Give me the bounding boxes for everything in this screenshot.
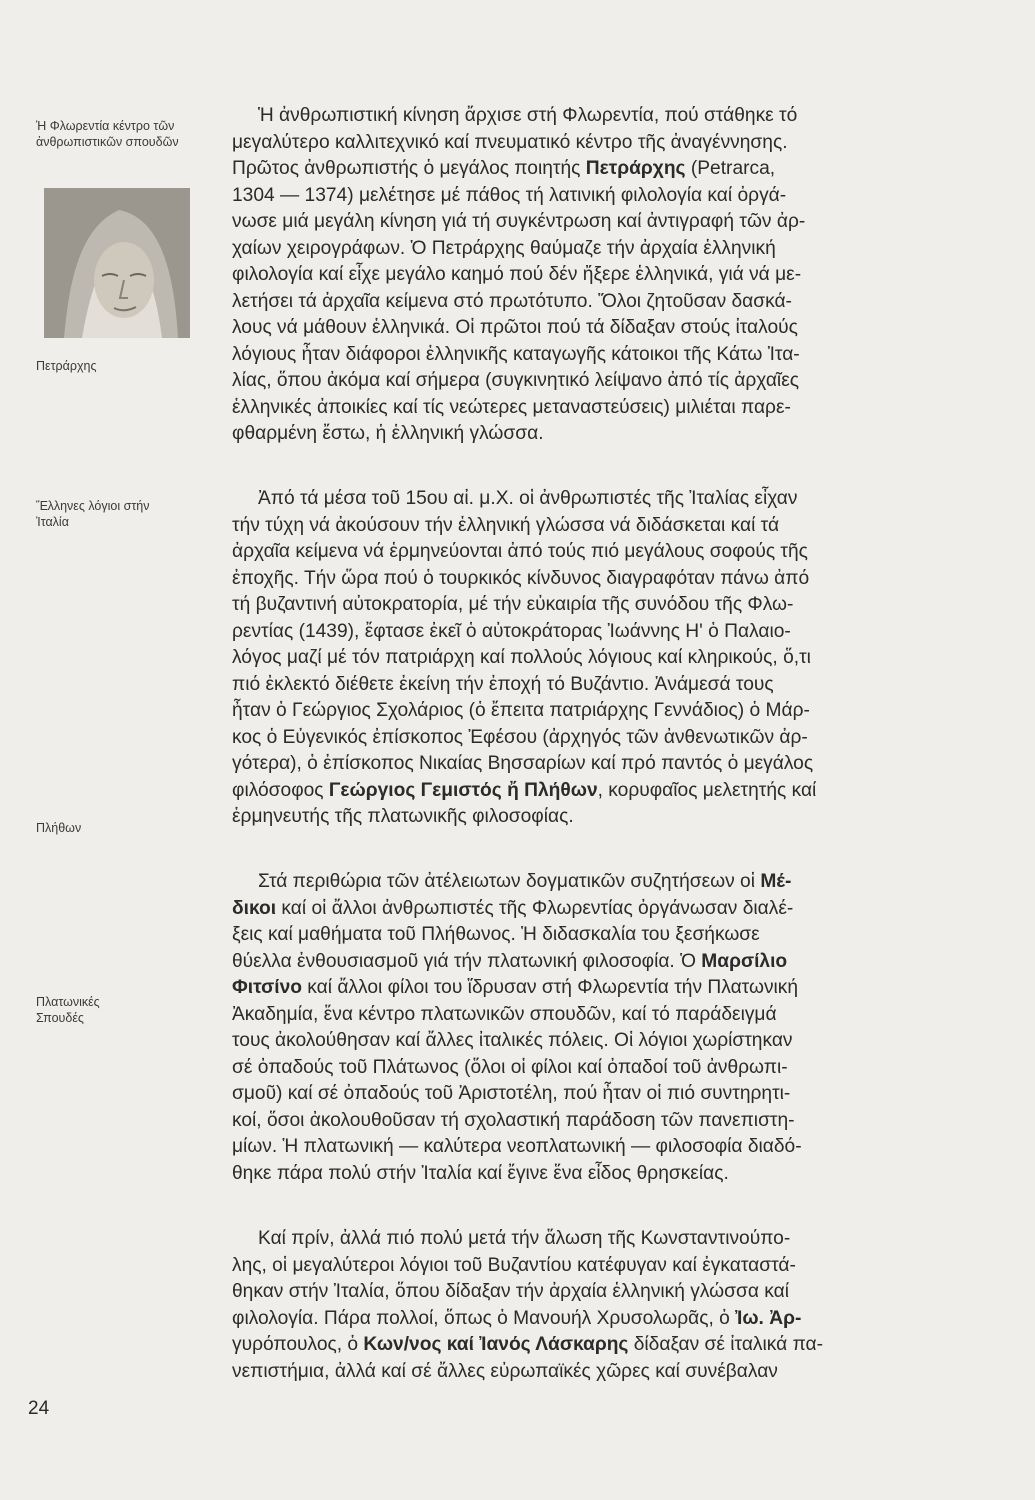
text-line: πιό ἐκλεκτό διέθετε ἐκείνη τήν ἐποχή τό Βυζάντιο. Ἀνάμεσά τους [232,673,774,695]
text-line: νωσε μιά μεγάλη κίνηση γιά τή συγκέντρωση καί ἀντιγραφή τῶν ἀρ- [232,211,806,232]
text-line: Ἀκαδημία, ἕνα κέντρο πλατωνικῶν σπουδῶν, καί τό παράδειγμά [232,1003,777,1025]
text-line: μίων. Ἡ πλατωνική — καλύτερα νεοπλατωνική — φιλοσοφία διαδό- [232,1136,802,1157]
text-line: τή βυζαντινή αὐτοκρατορία, μέ τήν εὐκαιρία τῆς συνόδου τῆς Φλω- [232,594,794,615]
text-line: λόγιους ἦταν διάφοροι ἑλληνικῆς καταγωγῆς κάτοικοι τῆς Κάτω Ἰτα- [232,343,800,365]
text-line: μεγαλύτερο καλλιτεχνικό καί πνευματικό κέντρο τῆς ἀναγέννησης. [232,131,788,153]
paragraph-1 [232,103,980,448]
text-line: λους νά μάθουν ἑλληνικά. Οἱ πρῶτοι πού τά δίδαξαν στούς ἰταλούς [232,317,798,338]
text-line: λετήσει τά ἀρχαῖα κείμενα στό πρωτότυπο. Ὅλοι ζητοῦσαν δασκά- [232,290,792,312]
text-line: νεπιστήμια, ἀλλά καί σέ ἄλλες εὐρωπαϊκές χῶρες καί συνέβαλαν [232,1360,778,1382]
text-line: δικοι καί οἱ ἄλλοι ἀνθρωπιστές τῆς Φλωρεντίας ὀργάνωσαν διαλέ- [232,897,794,919]
text-line: Στά περιθώρια τῶν ἀτέλειωτων δογματικῶν συζητήσεων οἱ Μέ- [258,871,792,892]
text-line: τους ἀκολούθησαν καί ἄλλες ἰταλικές πόλεις. Οἱ λόγιοι χωρίστηκαν [232,1030,793,1051]
text-line: θηκαν στήν Ἰταλία, ὅπου δίδαξαν τήν ἀρχαία ἑλληνική γλώσσα καί [232,1281,789,1302]
text-line: 1304 — 1374) μελέτησε μέ πάθος τή λατινική φιλολογία καί ὀργά- [232,184,787,206]
margin-note-florence: Ἡ Φλωρεντία κέντρο τῶν ἀνθρωπιστικῶν σπουδῶν [36,119,179,149]
margin-note-plethon: Πλήθων [36,821,82,835]
text-line: φθαρμένη ἔστω, ἡ ἑλληνική γλώσσα. [232,423,544,444]
text-line: θύελλα ἐνθουσιασμοῦ γιά τήν πλατωνική φιλοσοφία. Ὁ Μαρσίλιο [232,950,788,972]
margin-note-petrarch: Πετράρχης [36,359,97,373]
text-line: φιλολογία καί εἶχε μεγάλο καημό πού δέν ἤξερε ἑλληνικά, γιά νά με- [232,264,802,285]
text-line: λης, οἱ μεγαλύτεροι λόγιοι τοῦ Βυζαντίου κατέφυγαν καί ἐγκαταστά- [232,1254,796,1276]
text-line: Ἀπό τά μέσα τοῦ 15ου αἰ. μ.Χ. οἱ ἀνθρωπιστές τῆς Ἰταλίας εἶχαν [258,488,798,509]
text-line: φιλόσοφος Γεώργιος Γεμιστός ἤ Πλήθων, κορυφαῖος μελετητής καί [232,779,817,801]
text-line: τήν τύχη νά ἀκούσουν τήν ἑλληνική γλώσσα νά διδάσκεται καί τά [232,514,780,536]
text-line: φιλολογία. Πάρα πολλοί, ὅπως ὁ Μανουήλ Χρυσολωρᾶς, ὁ Ἰω. Ἀρ- [232,1307,802,1329]
text-line: ἀρχαῖα κείμενα νά ἑρμηνεύονται ἀπό τούς πιό μεγάλους σοφούς τῆς [232,541,808,562]
text-line: λόγος μαζί μέ τόν πατριάρχη καί πολλούς λόγιους καί κληρικούς, ὅ,τι [232,647,811,668]
text-line: κοί, ὅσοι ἀκολουθοῦσαν τή σχολαστική παράδοση τῶν πανεπιστη- [232,1109,795,1131]
text-line: γυρόπουλος, ὁ Κων/νος καί Ἰανός Λάσκαρης δίδαξαν σέ ἰταλικά πα- [232,1334,824,1355]
text-line: ρεντίας (1439), ἔφτασε ἐκεῖ ὁ αὐτοκράτορας Ἰωάννης Η' ὁ Παλαιο- [232,620,791,642]
text-line: Ἡ ἀνθρωπιστική κίνηση ἄρχισε στή Φλωρεντία, πού στάθηκε τό [258,105,798,126]
text-line: γότερα), ὁ ἐπίσκοπος Νικαίας Βησσαρίων καί πρό παντός ὁ μεγάλος [232,753,814,774]
text-line: σέ ὀπαδούς τοῦ Πλάτωνος (ὅλοι οἱ φίλοι καί ὀπαδοί τοῦ ἀνθρωπι- [232,1056,788,1078]
margin-note-greek-scholars: Ἕλληνες λόγιοι στήν Ἰταλία [36,499,150,529]
text-line: Πρῶτος ἀνθρωπιστής ὁ μεγάλος ποιητής Πετράρχης (Petrarca, [232,158,776,179]
text-line: κος ὁ Εὐγενικός ἐπίσκοπος Ἐφέσου (ἀρχηγός τῶν ἀνθενωτικῶν ἀρ- [232,726,808,748]
text-line: ἑρμηνευτής τῆς πλατωνικῆς φιλοσοφίας. [232,806,574,827]
text-line: ἐποχῆς. Τήν ὥρα πού ὁ τουρκικός κίνδυνος διαγραφόταν πάνω ἀπό [232,567,810,589]
page-number: 24 [28,1398,50,1419]
text-line: Φιτσίνο καί ἄλλοι φίλοι του ἵδρυσαν στή Φλωρεντία τήν Πλατωνική [232,977,799,998]
text-line: σμοῦ) καί σέ ὀπαδούς τοῦ Ἀριστοτέλη, πού ἦταν οἱ πιό συντηρητι- [232,1083,791,1104]
petrarch-portrait [44,188,190,338]
paragraph-2 [232,486,980,831]
portrait-drawing [44,188,190,338]
text-line: ἑλληνικές ἀποικίες καί τίς νεώτερες μεταναστεύσεις) μιλιέται παρε- [232,396,791,418]
text-line: ξεις καί μαθήματα τοῦ Πλήθωνος. Ἡ διδασκαλία του ξεσήκωσε [232,924,760,945]
text-line: θηκε πάρα πολύ στήν Ἰταλία καί ἔγινε ἕνα εἶδος θρησκείας. [232,1162,729,1184]
text-line: λίας, ὅπου ἀκόμα καί σήμερα (συγκινητικό λείψανο ἀπό τίς ἀρχαῖες [232,370,799,391]
text-line: Καί πρίν, ἀλλά πιό πολύ μετά τήν ἅλωση τῆς Κωνσταντινούπο- [258,1228,791,1249]
text-line: χαίων χειρογράφων. Ὁ Πετράρχης θαύμαζε τήν ἀρχαία ἑλληνική [232,237,776,259]
margin-note-platonic-studies: Πλατωνικές Σπουδές [36,995,100,1025]
paragraph-4 [232,1226,980,1385]
text-line: ἦταν ὁ Γεώργιος Σχολάριος (ὁ ἔπειτα πατριάρχης Γεννάδιος) ὁ Μάρ- [232,700,810,721]
paragraph-3 [232,869,980,1187]
